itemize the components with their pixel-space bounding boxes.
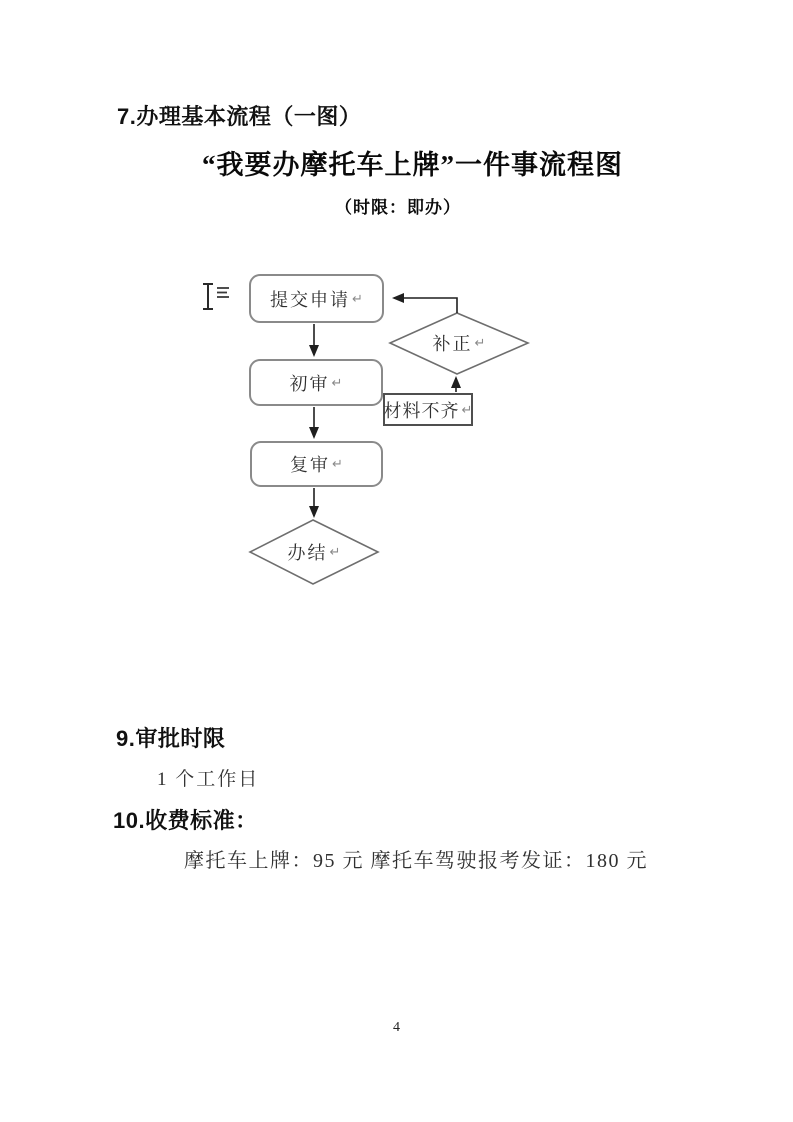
text-cursor-icon	[199, 279, 233, 313]
section-9-heading: 9.审批时限	[116, 726, 226, 751]
flow-node-correction	[390, 331, 528, 355]
flowchart-title: “我要办摩托车上牌”一件事流程图	[202, 150, 623, 180]
flow-node-label: 初审	[289, 373, 330, 394]
section-7-heading: 7.办理基本流程（一图）	[117, 104, 362, 129]
return-mark: ↵	[352, 290, 363, 306]
flowchart-subtitle: （时限：即办）	[335, 198, 461, 217]
flow-node-submit-application	[249, 274, 384, 323]
return-mark: ↵	[332, 456, 343, 471]
return-mark: ↵	[331, 374, 343, 390]
fees-text: 摩托车上牌：95 元 摩托车驾驶报考发证：180 元	[184, 850, 648, 872]
return-mark: ↵	[461, 401, 473, 417]
flow-node-label: 材料不齐	[383, 400, 460, 421]
flow-node-label: 办结	[287, 543, 328, 563]
flow-node-label: 提交申请	[270, 289, 351, 310]
flow-node-second-review	[250, 441, 383, 487]
flow-node-label: 复审	[290, 455, 331, 475]
flow-node-first-review	[249, 359, 383, 406]
return-mark: ↵	[329, 544, 341, 559]
flow-node-materials-incomplete	[383, 393, 473, 426]
section-10-heading: 10.收费标准：	[113, 808, 258, 833]
page-number: 4	[393, 1020, 400, 1035]
flow-node-complete	[250, 540, 378, 564]
return-mark: ↵	[474, 335, 486, 350]
arrow-correction-to-submit	[394, 298, 457, 313]
flow-node-label: 补正	[432, 334, 473, 354]
approval-time-text: 1 个工作日	[157, 769, 260, 790]
